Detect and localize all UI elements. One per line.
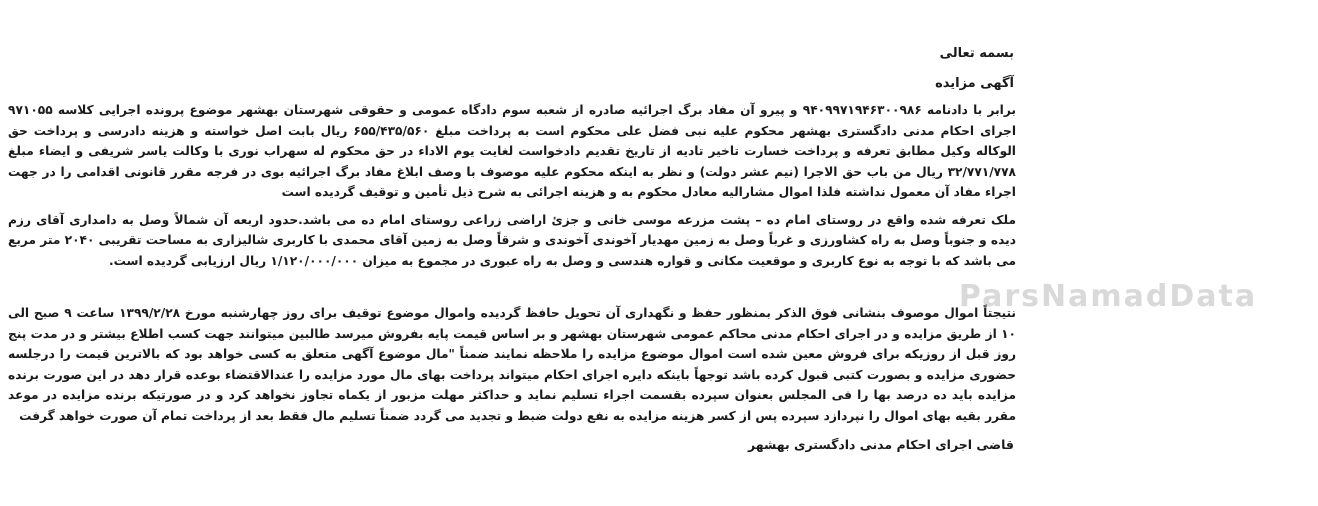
notice-page <box>6 4 1258 502</box>
notice-signature: قاضی اجرای احکام مدنی دادگستری بهشهر <box>747 437 1014 452</box>
watermark-logo: ParsNamadData <box>958 279 1258 314</box>
notice-title: آگهی مزایده <box>935 76 1014 91</box>
notice-paragraph-judgment: برابر با دادنامه ۹۴۰۹۹۷۱۹۴۶۳۰۰۹۸۶ و پیرو آن مفاد برگ اجرائیه صادره از شعبه سوم دادگاه عمومی و حقوقی شهرستان بهشهر موضوع پرونده اجرایی کلاسه ۹۷۱۰۵۵ اجرای احکام مدنی دادگستری بهشهر محکوم علیه نبی فضل علی محکوم است به پرداخت مبلغ ۶۵۵/۴۳۵/۵۶۰ ریال بابت اصل خواسته و هزینه دادرسی و پرداخت حق الوکاله وکیل مطابق تعرفه و پرداخت خسارت تاخیر تادیه از تاریخ تقدیم دادخواست لغایت یوم الاداء در حق محکوم له سهراب نوری با وکالت یاسر شریفی و ایضاء مبلغ ۳۲/۷۷۱/۷۷۸ ریال من باب حق الاجرا (نیم عشر دولت) و نظر به اینکه محکوم علیه موصوف با وصف ابلاغ مفاد برگ اجرائیه بوی در فرجه مقرر قانونی اقدامی را در جهت اجراء مفاد آن معمول نداشته فلذا اموال مشارالیه معادل محکوم به و هزینه اجرائی به شرح ذیل تأمین و توقیف گردیده است <box>8 103 1016 199</box>
notice-heading-bismillah: بسمه تعالی <box>939 46 1014 61</box>
notice-paragraph-property: ملک تعرفه شده واقع در روستای امام ده – پشت مزرعه موسی خانی و جزئ اراضی زراعی روستای امام ده می باشد.حدود اربعه آن شمالاً وصل به دامداری آقای رزم دیده و جنوباً وصل به راه کشاورزی و غرباً وصل به زمین مهدیار آخوندی آخوندی و شرقاً وصل به زمین آقای محمدی با کاربری شالیزاری به مساحت تقریبی ۲۰۴۰ متر مربع می باشد که با توجه به نوع کاربری و موقعیت مکانی و قواره هندسی و وصل به راه عبوری در مجموع به میزان ۱/۱۲۰/۰۰۰/۰۰۰ ریال ارزیابی گردیده است. <box>8 212 1016 268</box>
notice-paragraph-auction-terms: نتیجتاً اموال موصوف بنشانی فوق الذکر بمنظور حفظ و نگهداری آن تحویل حافظ گردیده واموال موضوع توقیف برای روز چهارشنبه مورخ ۱۳۹۹/۲/۲۸ ساعت ۹ صبح الی ۱۰ از طریق مزایده و در اجرای احکام مدنی محاکم عمومی شهرستان بهشهر و بر اساس قیمت پایه بفروش میرسد طالبین میتوانند جهت کسب اطلاع بیشتر و در مدت پنج روز قبل از روزیکه برای فروش معین شده است اموال موضوع مزایده را ملاحظه نمایند ضمناً "مال موضوع آگهی متعلق به کسی خواهد بود که بالاترین قیمت را درجلسه حضوری مزایده و بصورت کتبی قبول کرده باشد توجهاً باینکه دایره اجرای احکام میتواند پرداخت بهای مال مورد مزایده را عندالاقتضاء بوعده قرار دهد در این صورت برنده مزایده باید ده درصد بها را فی المجلس بعنوان سپرده بقسمت اجراء تسلیم نماید و حداکثر مهلت مزبور از یکماه تجاوز نخواهد کرد و در صورتیکه برنده مزایده در موعد مقرر بقیه بهای اموال را نپردازد سپرده پس از کسر هزینه مزایده به نفع دولت ضبط و تجدید می گردد ضمناً تسلیم مال فقط بعد از پرداخت تمام آن صورت خواهد گرفت <box>8 306 1016 423</box>
